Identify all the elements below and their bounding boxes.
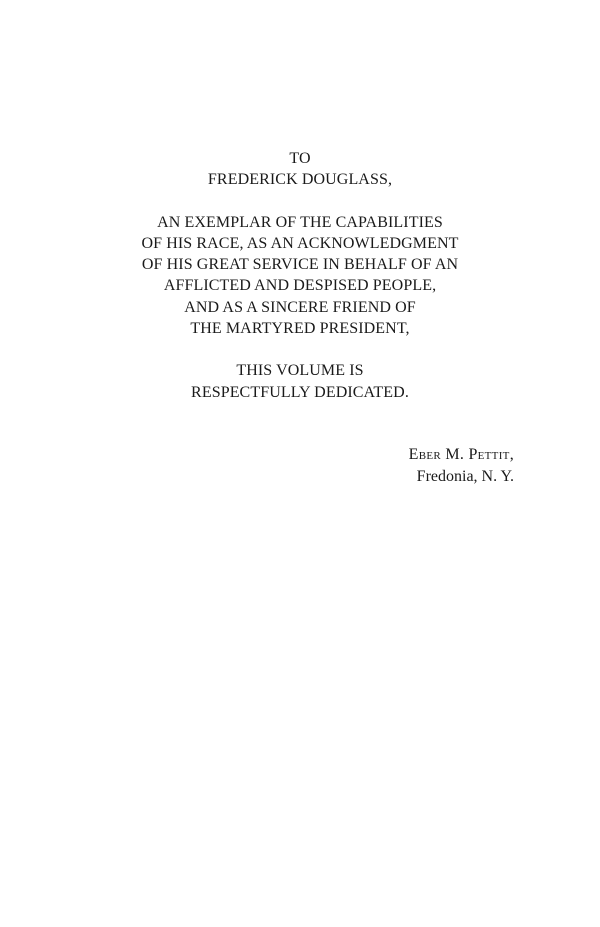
dedication-line: OF HIS RACE, AS AN ACKNOWLEDGMENT [141,234,459,252]
dedication-line: THE MARTYRED PRESIDENT, [190,320,410,338]
dedication-text [0,148,600,403]
dedication-closing-line: THIS VOLUME IS [236,362,364,380]
spacer [0,191,600,212]
dedication-to: TO [289,150,311,167]
dedication-line: AN EXEMPLAR OF THE CAPABILITIES [157,213,443,231]
dedicatee-name: FREDERICK DOUGLASS, [207,171,393,189]
author-signature [409,444,514,487]
dedication-line: OF HIS GREAT SERVICE IN BEHALF OF AN [141,256,459,274]
spacer [0,339,600,360]
author-place: Fredonia, N. Y. [416,467,514,485]
dedication-line: AND AS A SINCERE FRIEND OF [184,298,416,316]
dedication-closing-line: RESPECTFULLY DEDICATED. [191,383,409,401]
dedication-line: AFFLICTED AND DESPISED PEOPLE, [163,277,437,295]
author-name: Eber M. Pettit, [408,446,514,463]
